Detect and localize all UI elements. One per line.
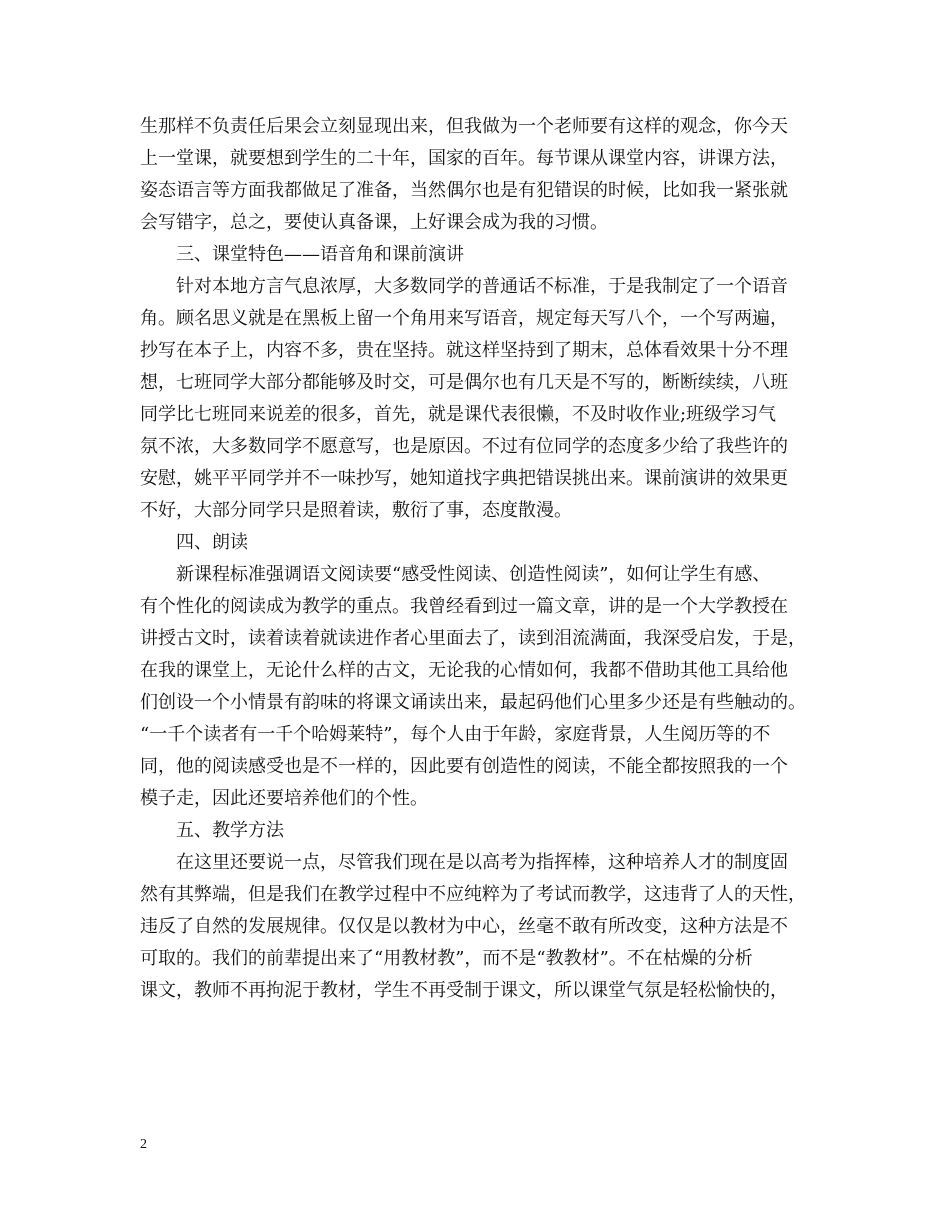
text-line: 上一堂课，就要想到学生的二十年，国家的百年。每节课从课堂内容，讲课方法， [140, 148, 788, 169]
text-line: 们创设一个小情景有韵味的将课文诵读出来，最起码他们心里多少还是有些触动的。 [140, 692, 806, 713]
text-line: 模子走，因此还要培养他们的个性。 [140, 788, 428, 809]
text-line: 想，七班同学大部分都能够及时交，可是偶尔也有几天是不写的，断断续续，八班 [140, 372, 788, 393]
text-line: 生那样不负责任后果会立刻显现出来，但我做为一个老师要有这样的观念，你今天 [140, 116, 788, 137]
text-line: 姿态语言等方面我都做足了准备，当然偶尔也是有犯错误的时候，比如我一紧张就 [140, 180, 788, 201]
text-line: 课文，教师不再拘泥于教材，学生不再受制于课文，所以课堂气氛是轻松愉快的， [140, 980, 788, 1001]
text-line: 同学比七班同来说差的很多，首先，就是课代表很懒，不及时收作业;班级学习气 [140, 404, 777, 425]
text-line: 针对本地方言气息浓厚，大多数同学的普通话不标准，于是我制定了一个语音 [176, 276, 788, 297]
text-line: “一千个读者有一千个哈姆莱特”，每个人由于年龄，家庭背景，人生阅历等的不 [140, 724, 771, 745]
text-line: 违反了自然的发展规律。仅仅是以教材为中心，丝毫不敢有所改变，这种方法是不 [140, 916, 788, 937]
text-line: 可取的。我们的前辈提出来了“用教材教”，而不是“教教材”。不在枯燥的分析 [140, 948, 753, 969]
text-line: 不好，大部分同学只是照着读，敷衍了事，态度散漫。 [140, 500, 572, 521]
text-line: 角。顾名思义就是在黑板上留一个角用来写语音，规定每天写八个，一个写两遍， [140, 308, 788, 329]
text-line: 同，他的阅读感受也是不一样的，因此要有创造性的阅读，不能全都按照我的一个 [140, 756, 788, 777]
text-line: 然有其弊端，但是我们在教学过程中不应纯粹为了考试而教学，这违背了人的天性， [140, 884, 806, 905]
text-line: 氛不浓，大多数同学不愿意写，也是原因。不过有位同学的态度多少给了我些许的 [140, 436, 788, 457]
text-line: 安慰，姚平平同学并不一味抄写，她知道找字典把错误挑出来。课前演讲的效果更 [140, 468, 788, 489]
section-heading: 三、课堂特色——语音角和课前演讲 [176, 244, 464, 265]
text-line: 新课程标准强调语文阅读要“感受性阅读、创造性阅读”，如何让学生有感、 [176, 564, 771, 585]
text-line: 有个性化的阅读成为教学的重点。我曾经看到过一篇文章，讲的是一个大学教授在 [140, 596, 788, 617]
page-number: 2 [140, 1137, 147, 1152]
text-line: 会写错字，总之，要使认真备课，上好课会成为我的习惯。 [140, 212, 608, 233]
text-line: 在这里还要说一点，尽管我们现在是以高考为指挥棒，这种培养人才的制度固 [176, 852, 788, 873]
text-line: 在我的课堂上，无论什么样的古文，无论我的心情如何，我都不借助其他工具给他 [140, 660, 788, 681]
text-line: 抄写在本子上，内容不多，贵在坚持。就这样坚持到了期末，总体看效果十分不理 [140, 340, 788, 361]
section-heading: 五、教学方法 [176, 820, 284, 841]
section-heading: 四、朗读 [176, 532, 248, 553]
text-line: 讲授古文时，读着读着就读进作者心里面去了，读到泪流满面，我深受启发，于是， [140, 628, 806, 649]
